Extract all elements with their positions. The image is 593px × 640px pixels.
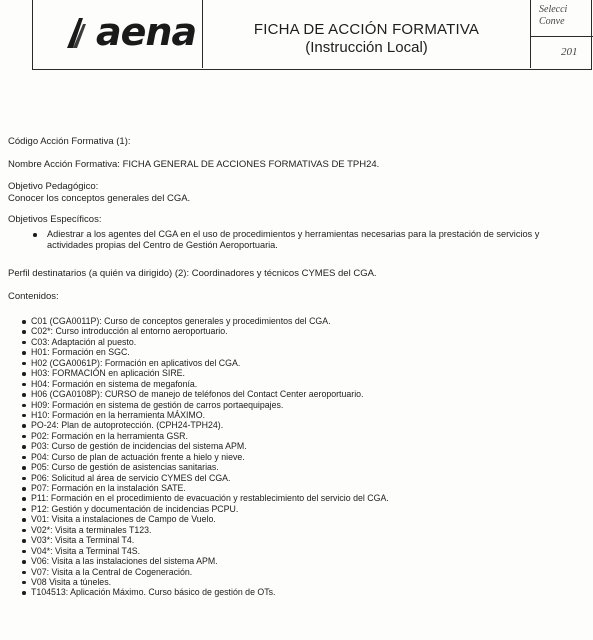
perfil-value: Coordinadores y técnicos CYMES del CGA.: [191, 268, 377, 279]
list-item-text: T104513: Aplicación Máximo. Curso básico de gestión de OTs.: [31, 587, 276, 598]
bullet-dot: [22, 560, 26, 564]
bullet-dot: [22, 591, 26, 595]
objetivos-especificos-line2: actividades propias del Centro de Gestión Aeroportuaria.: [47, 240, 278, 250]
list-item-text: P05: Curso de gestión de asistencias sanitarias.: [31, 462, 219, 473]
contenidos-label: Contenidos:: [8, 291, 59, 302]
right-cell-top-line1: Selecci: [539, 4, 568, 15]
list-item-text: P06: Solicitud al área de servicio CYMES del CGA.: [31, 472, 231, 483]
perfil-row: [8, 268, 377, 279]
objetivos-especificos-label: Objetivos Específicos:: [8, 214, 102, 225]
bullet-dot: [22, 341, 26, 345]
list-item-text: C02*: Curso introducción al entorno aeroportuario.: [31, 326, 228, 337]
title-cell: [203, 0, 531, 68]
list-item-text: P12: Gestión y documentación de incidencias PCPU.: [31, 503, 239, 514]
right-cell-top-text: [539, 4, 567, 28]
list-item-text: V03*: Visita a Terminal T4.: [31, 535, 135, 546]
document-subtitle: (Instrucción Local): [305, 39, 428, 56]
nombre-label: Nombre Acción Formativa:: [8, 159, 120, 170]
list-item-text: H04: Formación en sistema de megafonía.: [31, 378, 198, 389]
perfil-label: Perfil destinatarios (a quién va dirigido) (2):: [8, 268, 190, 279]
bullet-dot: [22, 351, 26, 355]
list-item-text: H01: Formación en SGC.: [31, 347, 130, 358]
list-item-text: P04: Curso de plan de actuación frente a hielo y nieve.: [31, 451, 245, 462]
bullet-dot: [22, 393, 26, 397]
codigo-label: Código Acción Formativa (1):: [8, 136, 131, 147]
objetivo-pedagogico-label: Objetivo Pedagógico:: [8, 181, 99, 192]
list-item-text: H09: Formación en sistema de gestión de carros portaequipajes.: [31, 399, 284, 410]
right-cell: [531, 0, 593, 68]
bullet-dot: [22, 518, 26, 522]
list-item-text: H10: Formación en la herramienta MÁXIMO.: [31, 409, 206, 420]
bullet-dot: [22, 330, 26, 334]
bullet-dot: [22, 477, 26, 481]
list-item-text: H06 (CGA0108P): CURSO de manejo de teléfonos del Contact Center aeroportuario.: [31, 389, 364, 400]
bullet-dot: [22, 571, 26, 575]
bullet-dot: [22, 466, 26, 470]
objetivos-bullet: [33, 233, 37, 237]
list-item-text: H03: FORMACIÓN en aplicación SIRE.: [31, 368, 185, 379]
bullet-dot: [22, 508, 26, 512]
list-item-text: P02: Formación en la herramienta GSR.: [31, 430, 188, 441]
list-item-text: V02*: Visita a terminales T123.: [31, 524, 152, 535]
bullet-dot: [22, 383, 26, 387]
header-table: [32, 0, 592, 70]
bullet-dot: [22, 550, 26, 554]
list-item-text: V08 Visita a túneles.: [31, 576, 112, 587]
bullet-dot: [22, 372, 26, 376]
bullet-dot: [22, 404, 26, 408]
document-title: FICHA DE ACCIÓN FORMATIVA: [253, 21, 480, 38]
aena-logo-mark-icon: [59, 14, 93, 54]
bullet-dot: [22, 362, 26, 366]
aena-logo-text: aena: [96, 10, 197, 54]
bullet-dot: [22, 320, 26, 324]
nombre-value: FICHA GENERAL DE ACCIONES FORMATIVAS DE TPH24.: [122, 159, 380, 170]
list-item-text: P03: Curso de gestión de incidencias del sistema APM.: [31, 441, 247, 452]
list-item-text: V06: Visita a las instalaciones del sistema APM.: [31, 556, 218, 567]
objetivo-pedagogico-value: Conocer los conceptos generales del CGA.: [8, 193, 191, 204]
list-item-text: V01: Visita a instalaciones de Campo de Vuelo.: [31, 514, 216, 525]
bullet-dot: [22, 435, 26, 439]
list-item-text: C03: Adaptación al puesto.: [31, 336, 137, 347]
bullet-dot: [22, 529, 26, 533]
right-cell-divider: [531, 36, 593, 37]
right-cell-top-line2: Conve: [539, 16, 565, 27]
bullet-dot: [22, 445, 26, 449]
bullet-dot: [22, 497, 26, 501]
nombre-row: [8, 159, 379, 170]
bullet-dot: [22, 581, 26, 585]
objetivos-especificos-line1: Adiestrar a los agentes del CGA en el uso de procedimientos y herramientas necesarias para la prestación de servicios y: [47, 229, 540, 239]
list-item-text: P07: Formación en la instalación SATE.: [31, 483, 186, 493]
bullet-dot: [22, 539, 26, 543]
bullet-dot: [22, 487, 26, 491]
bullet-dot: [22, 456, 26, 460]
list-item-text: V07: Visita a la Central de Cogeneración.: [31, 566, 193, 577]
logo-cell: [33, 0, 203, 68]
list-item-text: H02 (CGA0061P): Formación en aplicativos del CGA.: [31, 357, 241, 368]
list-item-text: P11: Formación en el procedimiento de evacuación y restablecimiento del servicio del CGA.: [31, 493, 389, 504]
bullet-dot: [22, 414, 26, 418]
list-item-text: V04*: Visita a Terminal T4S.: [31, 545, 141, 556]
list-item-text: C01 (CGA0011P): Curso de conceptos generales y procedimientos del CGA.: [31, 316, 331, 326]
bullet-dot: [22, 424, 26, 428]
list-item-text: PO-24: Plan de autoprotección. (CPH24-TPH24).: [31, 420, 224, 431]
right-cell-year: 201: [561, 46, 578, 58]
